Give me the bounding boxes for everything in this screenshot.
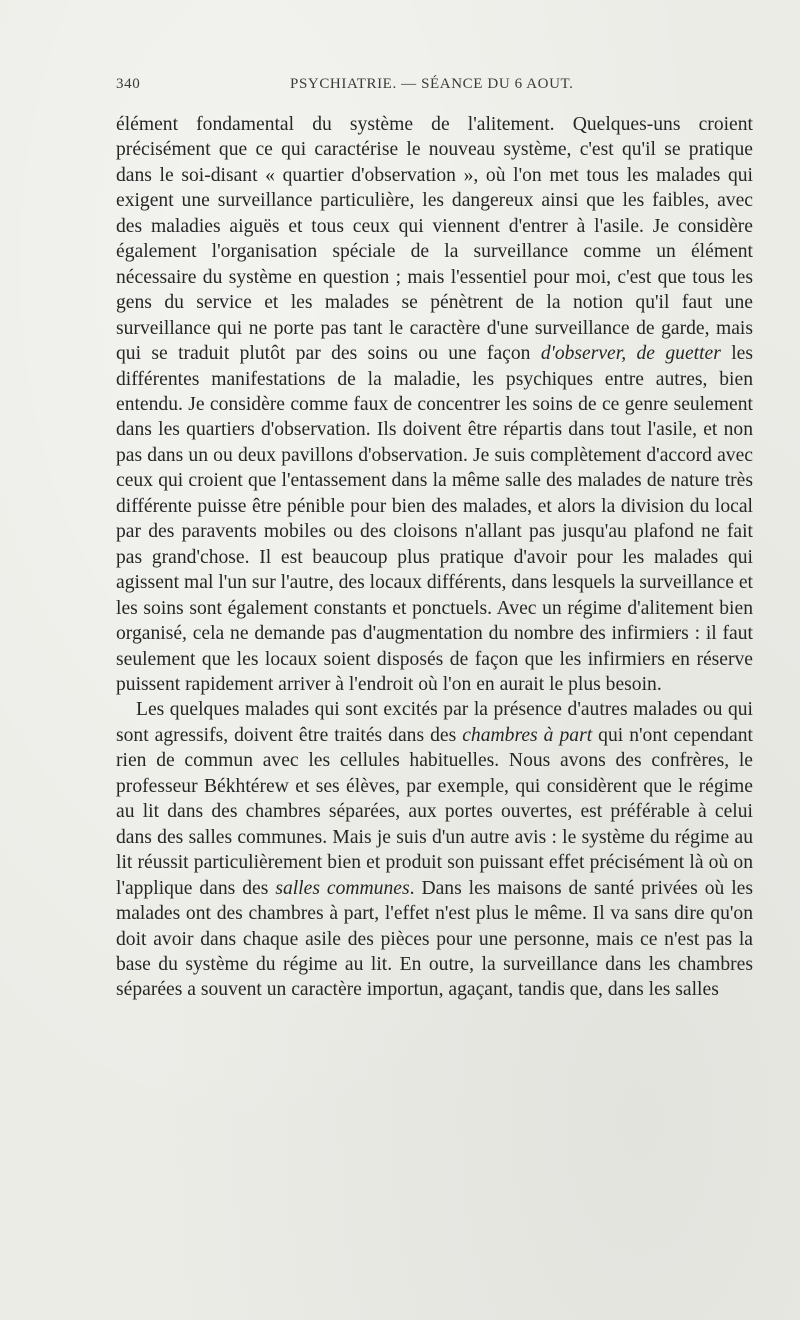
paragraph-2-text-c: . Dans les maisons de santé privées où les malades ont des chambres à part, l'effet n'est plus le même. Il va sans dire qu'on doit avoir dans chaque asile des pièces pour une personne, mais ce n'est pas la base du système du régime au lit. En outre, la surveillance dans les chambres séparées a souvent un caractère importun, agaçant, tandis que, dans les salles [116, 877, 754, 1001]
paragraph-1-italic-observer: d'observer, de guetter [540, 343, 721, 365]
page-number: 340 [116, 76, 141, 92]
paragraph-1-text-b: les différentes manifestations de la maladie, les psychiques entre autres, bien entendu. Je considère comme faux de concentrer les soins de ce genre seulement dans les quartiers d'observation. Ils doivent être répartis dans tout l'asile, et non pas dans un ou deux pavillons d'observation. Je suis complètement d'accord avec ceux qui croient que l'entassement dans la même salle des malades de nature très différente puisse être pénible pour bien des malades, et alors la division du local par des paravents mobiles ou des cloisons n'allant pas jusqu'au plafond ne fait pas grand'chose. Il est beaucoup plus pratique d'avoir pour les malades qui agissent mal l'un sur l'autre, des locaux différents, dans lesquels la surveillance et les soins sont également constants et ponctuels. Avec un régime d'alitement bien organisé, cela ne demande pas d'augmentation du nombre des infirmiers : il faut seulement que les locaux soient disposés de façon que les infirmiers en réserve puissent rapidement arriver à l'endroit où l'on en aurait le plus besoin. [116, 343, 754, 695]
paragraph-2-italic-chambres: chambres à part [462, 724, 593, 746]
running-title: PSYCHIATRIE. — SÉANCE DU 6 AOUT. [290, 76, 574, 92]
paragraph-2-text-a: Les quelques malades qui sont excités par la présence d'autres malades ou qui sont agressifs, doivent être traités dans des [116, 699, 753, 746]
body-text [116, 112, 753, 1003]
page-header [116, 76, 753, 98]
paragraph-2 [116, 697, 753, 1002]
paragraph-2-text-b: qui n'ont cependant rien de commun avec les cellules habituelles. Nous avons des confrères, le professeur Békhtérew et ses élèves, par exemple, qui considèrent que le régime au lit dans des chambres séparées, aux portes ouvertes, est préférable à celui dans des salles communes. Mais je suis d'un autre avis : le système du régime au lit réussit particulièrement bien et produit son puissant effet précisément là où on l'applique dans des [116, 724, 753, 899]
paragraph-2-italic-salles: salles communes [275, 877, 410, 899]
paragraph-1 [116, 112, 753, 697]
paragraph-1-text-a: élément fondamental du système de l'alitement. Quelques-uns croient précisément que ce qui caractérise le nouveau système, c'est qu'il se pratique dans le soi-disant « quartier d'observation », où l'on met tous les malades qui exigent une surveillance particulière, les dangereux ainsi que les faibles, avec des maladies aiguës et tous ceux qui viennent d'entrer à l'asile. Je considère également l'organisation spéciale de la surveillance comme un élément nécessaire du système en question ; mais l'essentiel pour moi, c'est que tous les gens du service et les malades se pénètrent de la notion qu'il faut une surveillance qui ne porte pas tant le caractère d'une surveillance de garde, mais qui se traduit plutôt par des soins ou une façon [116, 114, 753, 365]
